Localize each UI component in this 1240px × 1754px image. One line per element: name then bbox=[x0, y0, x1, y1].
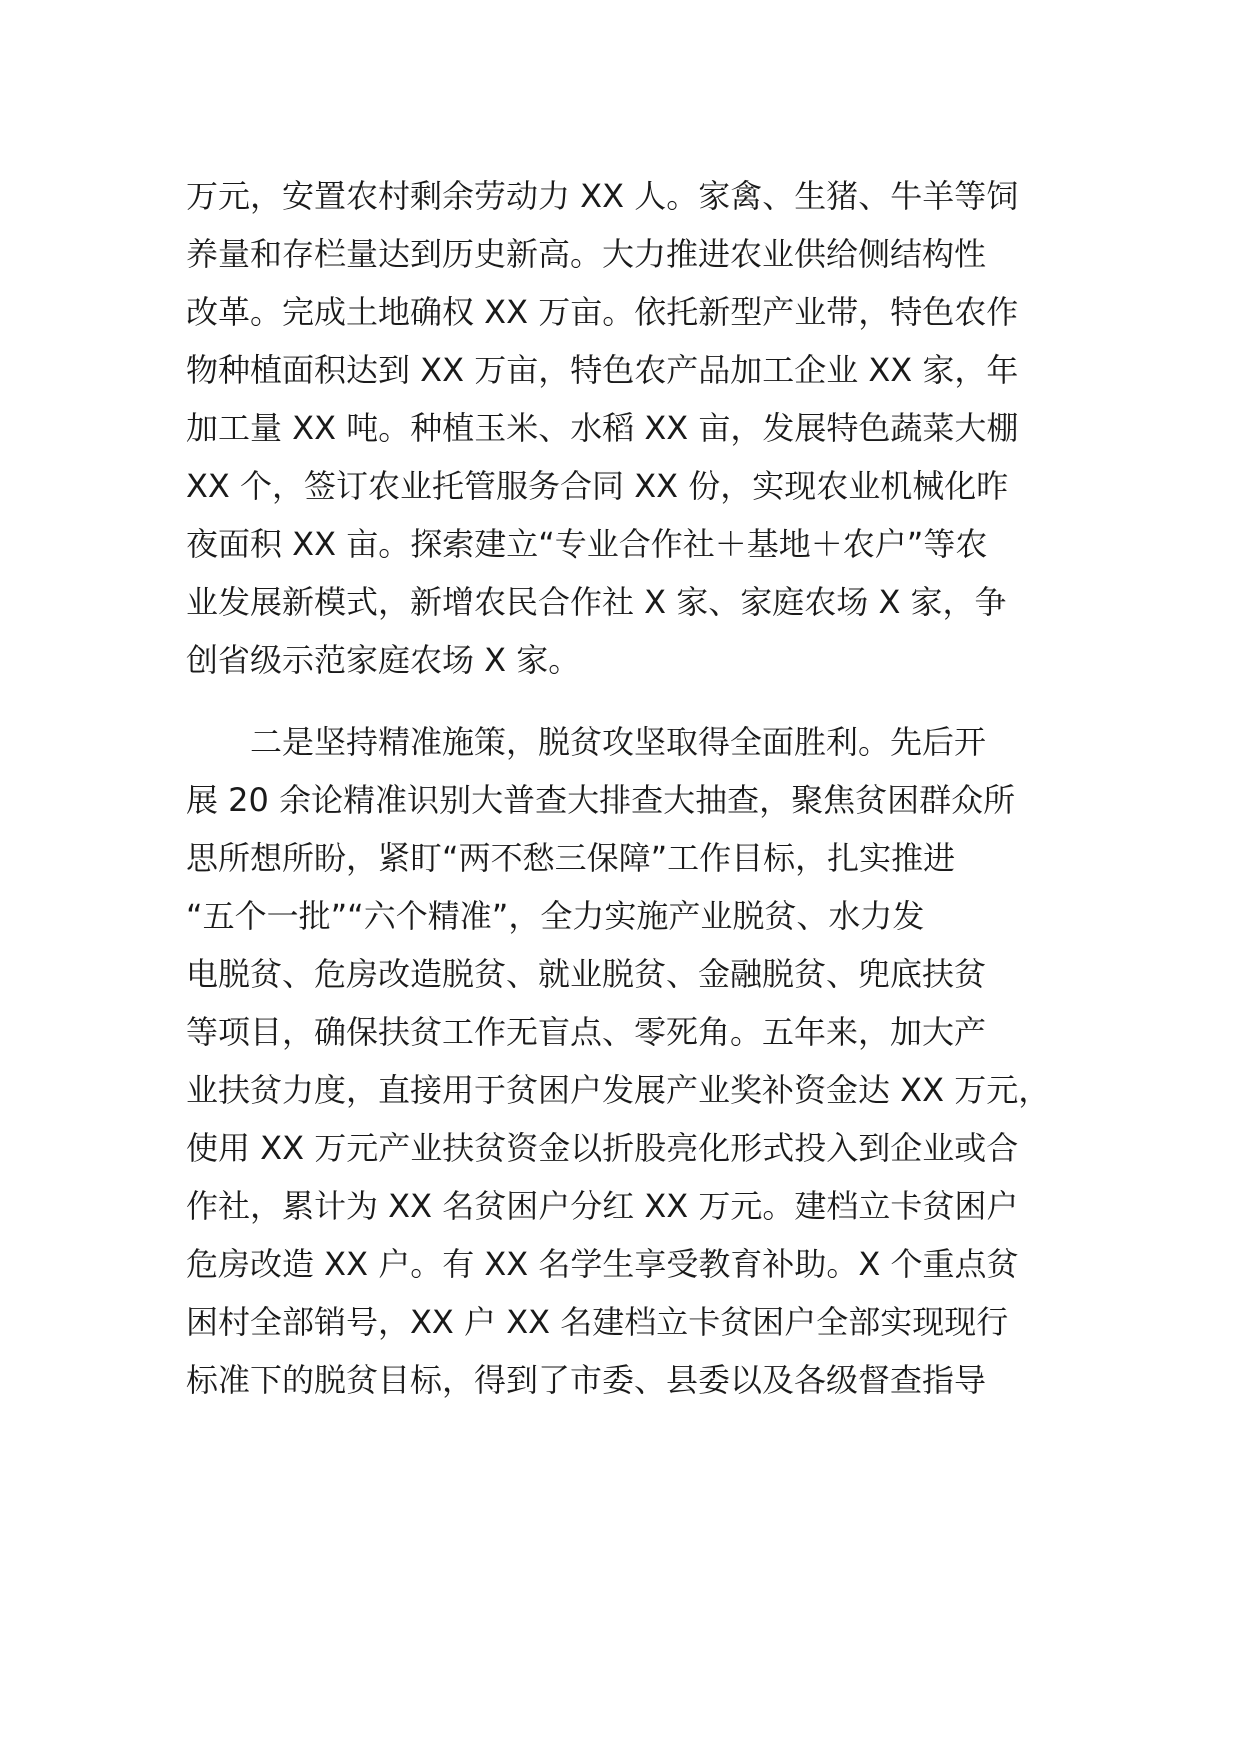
paragraph-line: 展 20 余论精准识别大普查大排查大抽查，聚焦贫困群众所 bbox=[186, 781, 1016, 819]
paragraph-line: 危房改造 XX 户。有 XX 名学生享受教育补助。X 个重点贫 bbox=[186, 1245, 1019, 1283]
paragraph-line: 创省级示范家庭农场 X 家。 bbox=[186, 641, 581, 679]
paragraph-line: 困村全部销号，XX 户 XX 名建档立卡贫困户全部实现现行 bbox=[186, 1303, 1009, 1341]
paragraph-line: 电脱贫、危房改造脱贫、就业脱贫、金融脱贫、兜底扶贫 bbox=[186, 955, 987, 993]
paragraph-line: 业发展新模式，新增农民合作社 X 家、家庭农场 X 家，争 bbox=[186, 583, 1007, 621]
paragraph-line: 物种植面积达到 XX 万亩，特色农产品加工企业 XX 家，年 bbox=[186, 351, 1019, 389]
paragraph-line: 养量和存栏量达到历史新高。大力推进农业供给侧结构性 bbox=[186, 235, 987, 273]
paragraph-line-first: 二是坚持精准施策，脱贫攻坚取得全面胜利。先后开 bbox=[250, 723, 987, 761]
paragraph-line: XX 个，签订农业托管服务合同 XX 份，实现农业机械化昨 bbox=[186, 467, 1009, 505]
paragraph-line: 改革。完成土地确权 XX 万亩。依托新型产业带，特色农作 bbox=[186, 293, 1019, 331]
paragraph-line: 等项目，确保扶贫工作无盲点、零死角。五年来，加大产 bbox=[186, 1013, 987, 1051]
paragraph-line: “五个一批”“六个精准”，全力实施产业脱贫、水力发 bbox=[186, 897, 925, 935]
paragraph-line: 万元，安置农村剩余劳动力 XX 人。家禽、生猪、牛羊等饲 bbox=[186, 177, 1019, 215]
paragraph-line: 使用 XX 万元产业扶贫资金以折股亮化形式投入到企业或合 bbox=[186, 1129, 1019, 1167]
paragraph-line: 加工量 XX 吨。种植玉米、水稻 XX 亩，发展特色蔬菜大棚 bbox=[186, 409, 1019, 447]
paragraph-line: 夜面积 XX 亩。探索建立“专业合作社＋基地＋农户”等农 bbox=[186, 525, 988, 563]
paragraph-line: 作社，累计为 XX 名贫困户分红 XX 万元。建档立卡贫困户 bbox=[186, 1187, 1019, 1225]
paragraph-line: 标准下的脱贫目标，得到了市委、县委以及各级督查指导 bbox=[186, 1361, 987, 1399]
paragraph-line: 业扶贫力度，直接用于贫困户发展产业奖补资金达 XX 万元， bbox=[186, 1071, 1051, 1109]
paragraph-line: 思所想所盼，紧盯“两不愁三保障”工作目标，扎实推进 bbox=[186, 839, 956, 877]
